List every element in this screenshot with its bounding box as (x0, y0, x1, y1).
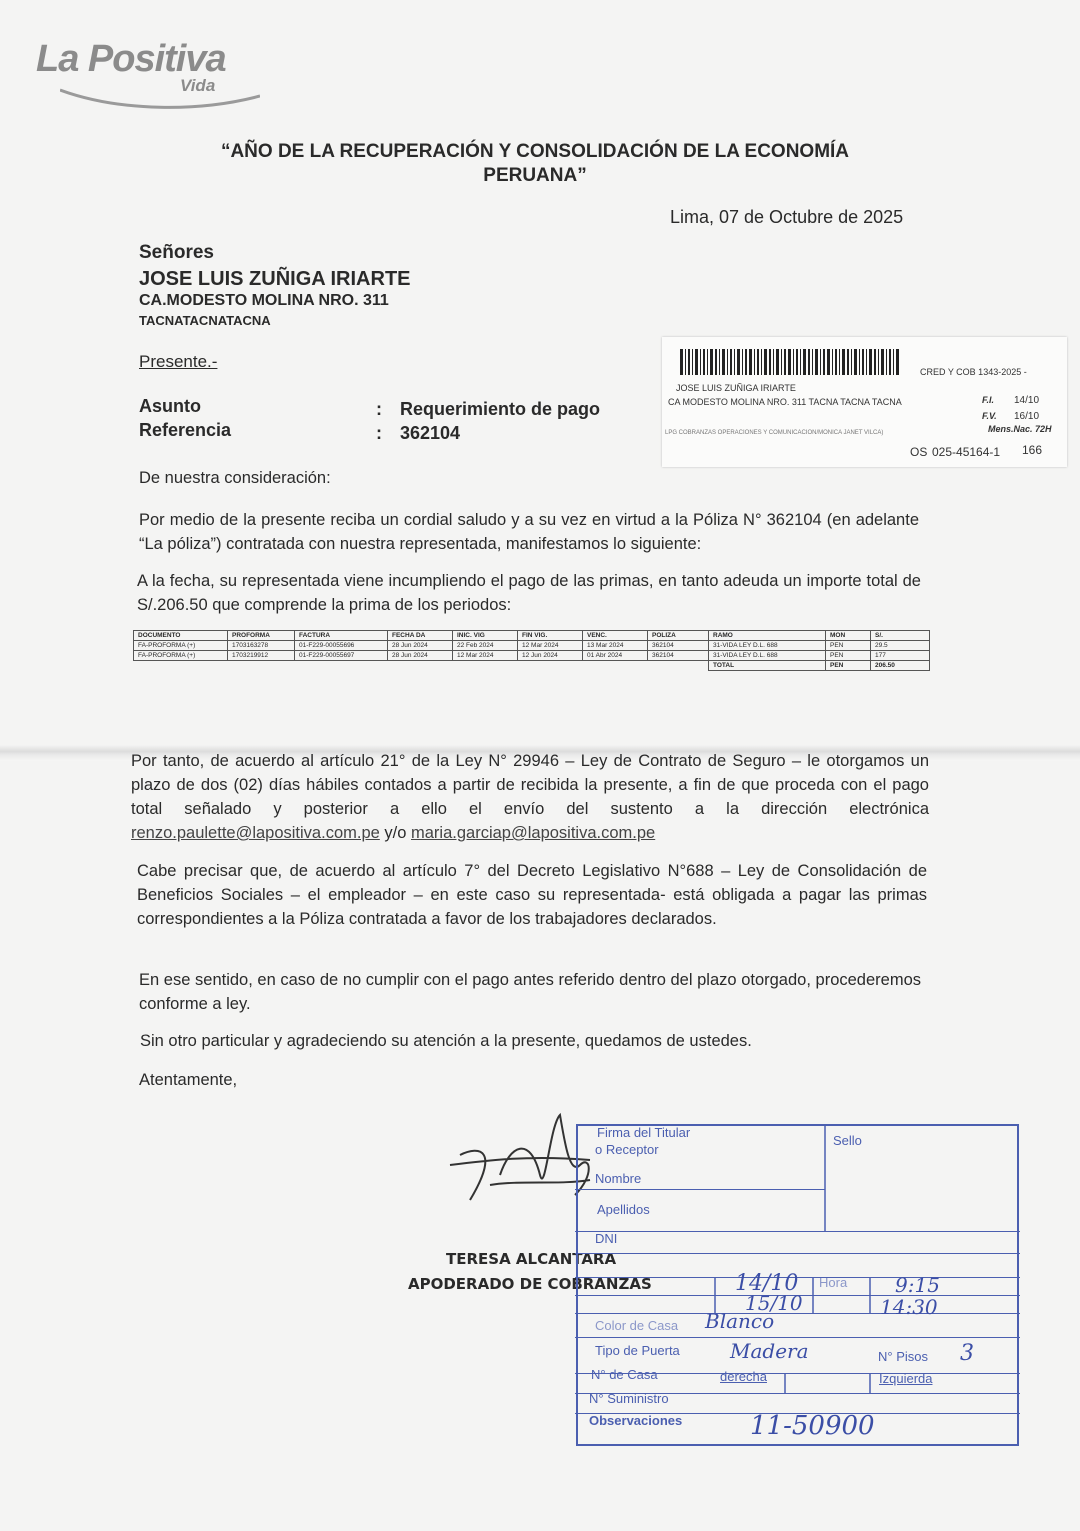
paragraph-6: Sin otro particular y agradeciendo su atención a la presente, quedamos de ustedes. (140, 1032, 752, 1050)
table-cell: FA-PROFORMA (+) (134, 651, 228, 661)
logo-sub: Vida (180, 76, 216, 95)
mail-label-os-num: 166 (1022, 443, 1043, 457)
signer-title: APODERADO DE COBRANZAS (408, 1275, 652, 1293)
table-cell: 1703163278 (228, 641, 295, 651)
handwritten-date-2: 15/10 (745, 1291, 803, 1315)
table-header: FECHA DA (388, 631, 453, 641)
table-row (134, 651, 930, 661)
table-cell: 12 Mar 2024 (518, 641, 583, 651)
reception-stamp (575, 1113, 1020, 1448)
mail-label-fi-label: F.I. (982, 395, 995, 405)
paragraph-3 (131, 749, 929, 845)
stamp-nombre: Nombre (595, 1171, 642, 1186)
paragraph-2: A la fecha, su representada viene incumpliendo el pago de las primas, en tanto adeuda un importe total de S/.206.50 que comprende la prima de los periodos: (137, 572, 921, 614)
table-cell: 31-VIDA LEY D.L. 688 (709, 651, 826, 661)
stamp-apellidos: Apellidos (597, 1202, 650, 1217)
table-cell: 1703219912 (228, 651, 295, 661)
asunto-label: Asunto (139, 396, 201, 416)
signer-name: TERESA ALCANTARA (446, 1250, 617, 1268)
mail-label-fv-label: F.V. (982, 411, 997, 421)
stamp-line (575, 1253, 1020, 1254)
asunto-colon: : (376, 399, 382, 419)
table-cell: PEN (826, 641, 871, 651)
table-cell: 28 Jun 2024 (388, 651, 453, 661)
stamp-hora: Hora (819, 1275, 848, 1290)
logo-swoosh-icon (60, 86, 260, 116)
table-cell: 362104 (648, 641, 709, 651)
table-cell: 12 Jun 2024 (518, 651, 583, 661)
mail-label-os-value: 025-45164-1 (932, 445, 1001, 459)
table-header: MON (826, 631, 871, 641)
handwritten-time-1: 9:15 (895, 1273, 940, 1297)
paragraph-4: Cabe precisar que, de acuerdo al artículo 7° del Decreto Legislativo N°688 – Ley de Consolidación de Beneficios Sociales – el empleador – en este caso su representada- está obligada a pagar las primas correspondientes a la Póliza contratada a favor de los trabajadores declarados. (137, 862, 927, 928)
table-header: PROFORMA (228, 631, 295, 641)
company-logo (30, 30, 250, 110)
handwritten-observation: 11-50900 (750, 1411, 875, 1441)
paragraph-3-text: Por tanto, de acuerdo al artículo 21° de la Ley N° 29946 – Ley de Contrato de Seguro – le otorgamos un plazo de dos (02) días hábiles contados a partir de recibida la presente, a fin de que proceda con el pago total señalado y posterior a ello el envío del sustento a la dirección electrónica (131, 752, 929, 818)
table-header: FIN VIG. (518, 631, 583, 641)
recipient-city: TACNATACNATACNA (139, 313, 271, 328)
stamp-dni: DNI (595, 1231, 618, 1246)
table-total-row (134, 661, 930, 671)
recipient-address: CA.MODESTO MOLINA NRO. 311 (139, 292, 389, 309)
table-header: RAMO (709, 631, 826, 641)
table-cell: FA-PROFORMA (+) (134, 641, 228, 651)
table-total-mon: PEN (826, 661, 871, 671)
stamp-derecha: derecha (720, 1369, 767, 1384)
table-cell: 31-VIDA LEY D.L. 688 (709, 641, 826, 651)
table-cell: 29.5 (871, 641, 930, 651)
table-total-label: TOTAL (709, 661, 826, 671)
referencia-label: Referencia (139, 420, 232, 440)
mail-label-name: JOSE LUIS ZUÑIGA IRIARTE (676, 383, 796, 393)
table-total-value: 206.50 (871, 661, 930, 671)
table-cell: 12 Mar 2024 (453, 651, 518, 661)
stamp-n-casa: N° de Casa (591, 1367, 658, 1382)
stamp-izquierda: Izquierda (879, 1371, 933, 1386)
email-separator: y/o (384, 824, 407, 842)
closing: Atentamente, (139, 1071, 238, 1089)
stamp-suministro: N° Suministro (589, 1391, 669, 1406)
table-cell: 01 Abr 2024 (583, 651, 648, 661)
stamp-line (575, 1189, 825, 1190)
barcode-icon (680, 349, 900, 375)
email-link-1[interactable]: renzo.paulette@lapositiva.com.pe (131, 824, 380, 842)
presente-label: Presente.- (139, 352, 218, 371)
stamp-line (575, 1337, 1020, 1338)
table-row (134, 641, 930, 651)
paragraph-5: En ese sentido, en caso de no cumplir con el pago antes referido dentro del plazo otorgado, procederemos conforme a ley. (139, 971, 921, 1013)
table-cell: PEN (826, 651, 871, 661)
stamp-tipo-puerta: Tipo de Puerta (595, 1343, 680, 1358)
table-header: DOCUMENTO (134, 631, 228, 641)
handwritten-floors: 3 (960, 1341, 974, 1366)
table-header: INIC. VIG (453, 631, 518, 641)
table-header: VENC. (583, 631, 648, 641)
paragraph-1: Por medio de la presente reciba un cordial saludo y a su vez en virtud a la Póliza N° 362104 (en adelante “La póliza”) contratada con nuestra representada, manifestamos lo siguiente: (139, 511, 919, 553)
mail-label-fv-value: 16/10 (1014, 411, 1040, 422)
mail-label (662, 337, 1067, 467)
handwritten-time-2: 14:30 (880, 1295, 938, 1319)
greeting: De nuestra consideración: (139, 469, 331, 487)
year-headline: “AÑO DE LA RECUPERACIÓN Y CONSOLIDACIÓN DE LA ECONOMÍA PERUANA” (220, 141, 850, 186)
table-cell: 01-F229-00055696 (295, 641, 388, 651)
mail-label-mens: Mens.Nac. 72H (988, 424, 1052, 434)
handwritten-door: Madera (730, 1339, 809, 1363)
mail-label-sender: LPG COBRANZAS OPERACIONES Y COMUNICACION/MONICA JANET VILCA) (665, 430, 884, 436)
mail-label-fi-value: 14/10 (1014, 395, 1040, 406)
stamp-receptor: o Receptor (595, 1142, 659, 1157)
debt-table (133, 630, 930, 671)
table-cell: 362104 (648, 651, 709, 661)
mail-label-os-label: OS (910, 445, 928, 459)
stamp-line (575, 1231, 1020, 1232)
logo-brand: La Positiva (36, 38, 226, 80)
referencia-value: 362104 (400, 423, 461, 443)
table-header: FACTURA (295, 631, 388, 641)
mail-label-cred: CRED Y COB 1343-2025 - (920, 367, 1027, 377)
table-header: POLIZA (648, 631, 709, 641)
stamp-observaciones: Observaciones (589, 1413, 683, 1428)
stamp-color-casa: Color de Casa (595, 1318, 679, 1333)
table-header: S/. (871, 631, 930, 641)
stamp-sello: Sello (833, 1133, 862, 1148)
handwritten-date-1: 14/10 (735, 1271, 799, 1296)
letter-date: Lima, 07 de Octubre de 2025 (670, 207, 904, 227)
email-link-2[interactable]: maria.garciap@lapositiva.com.pe (411, 824, 656, 842)
table-cell: 22 Feb 2024 (453, 641, 518, 651)
table-cell: 177 (871, 651, 930, 661)
table-header-row (134, 631, 930, 641)
stamp-firma: Firma del Titular (597, 1125, 691, 1140)
mail-label-address: CA MODESTO MOLINA NRO. 311 TACNA TACNA TACNA (668, 397, 902, 407)
stamp-n-pisos: N° Pisos (878, 1349, 928, 1364)
recipient-name: JOSE LUIS ZUÑIGA IRIARTE (139, 268, 411, 290)
handwritten-color: Blanco (705, 1309, 775, 1333)
table-cell: 01-F229-00055697 (295, 651, 388, 661)
table-cell: 13 Mar 2024 (583, 641, 648, 651)
salutation: Señores (139, 242, 214, 263)
asunto-value: Requerimiento de pago (400, 399, 601, 419)
table-cell: 28 Jun 2024 (388, 641, 453, 651)
referencia-colon: : (376, 423, 382, 443)
